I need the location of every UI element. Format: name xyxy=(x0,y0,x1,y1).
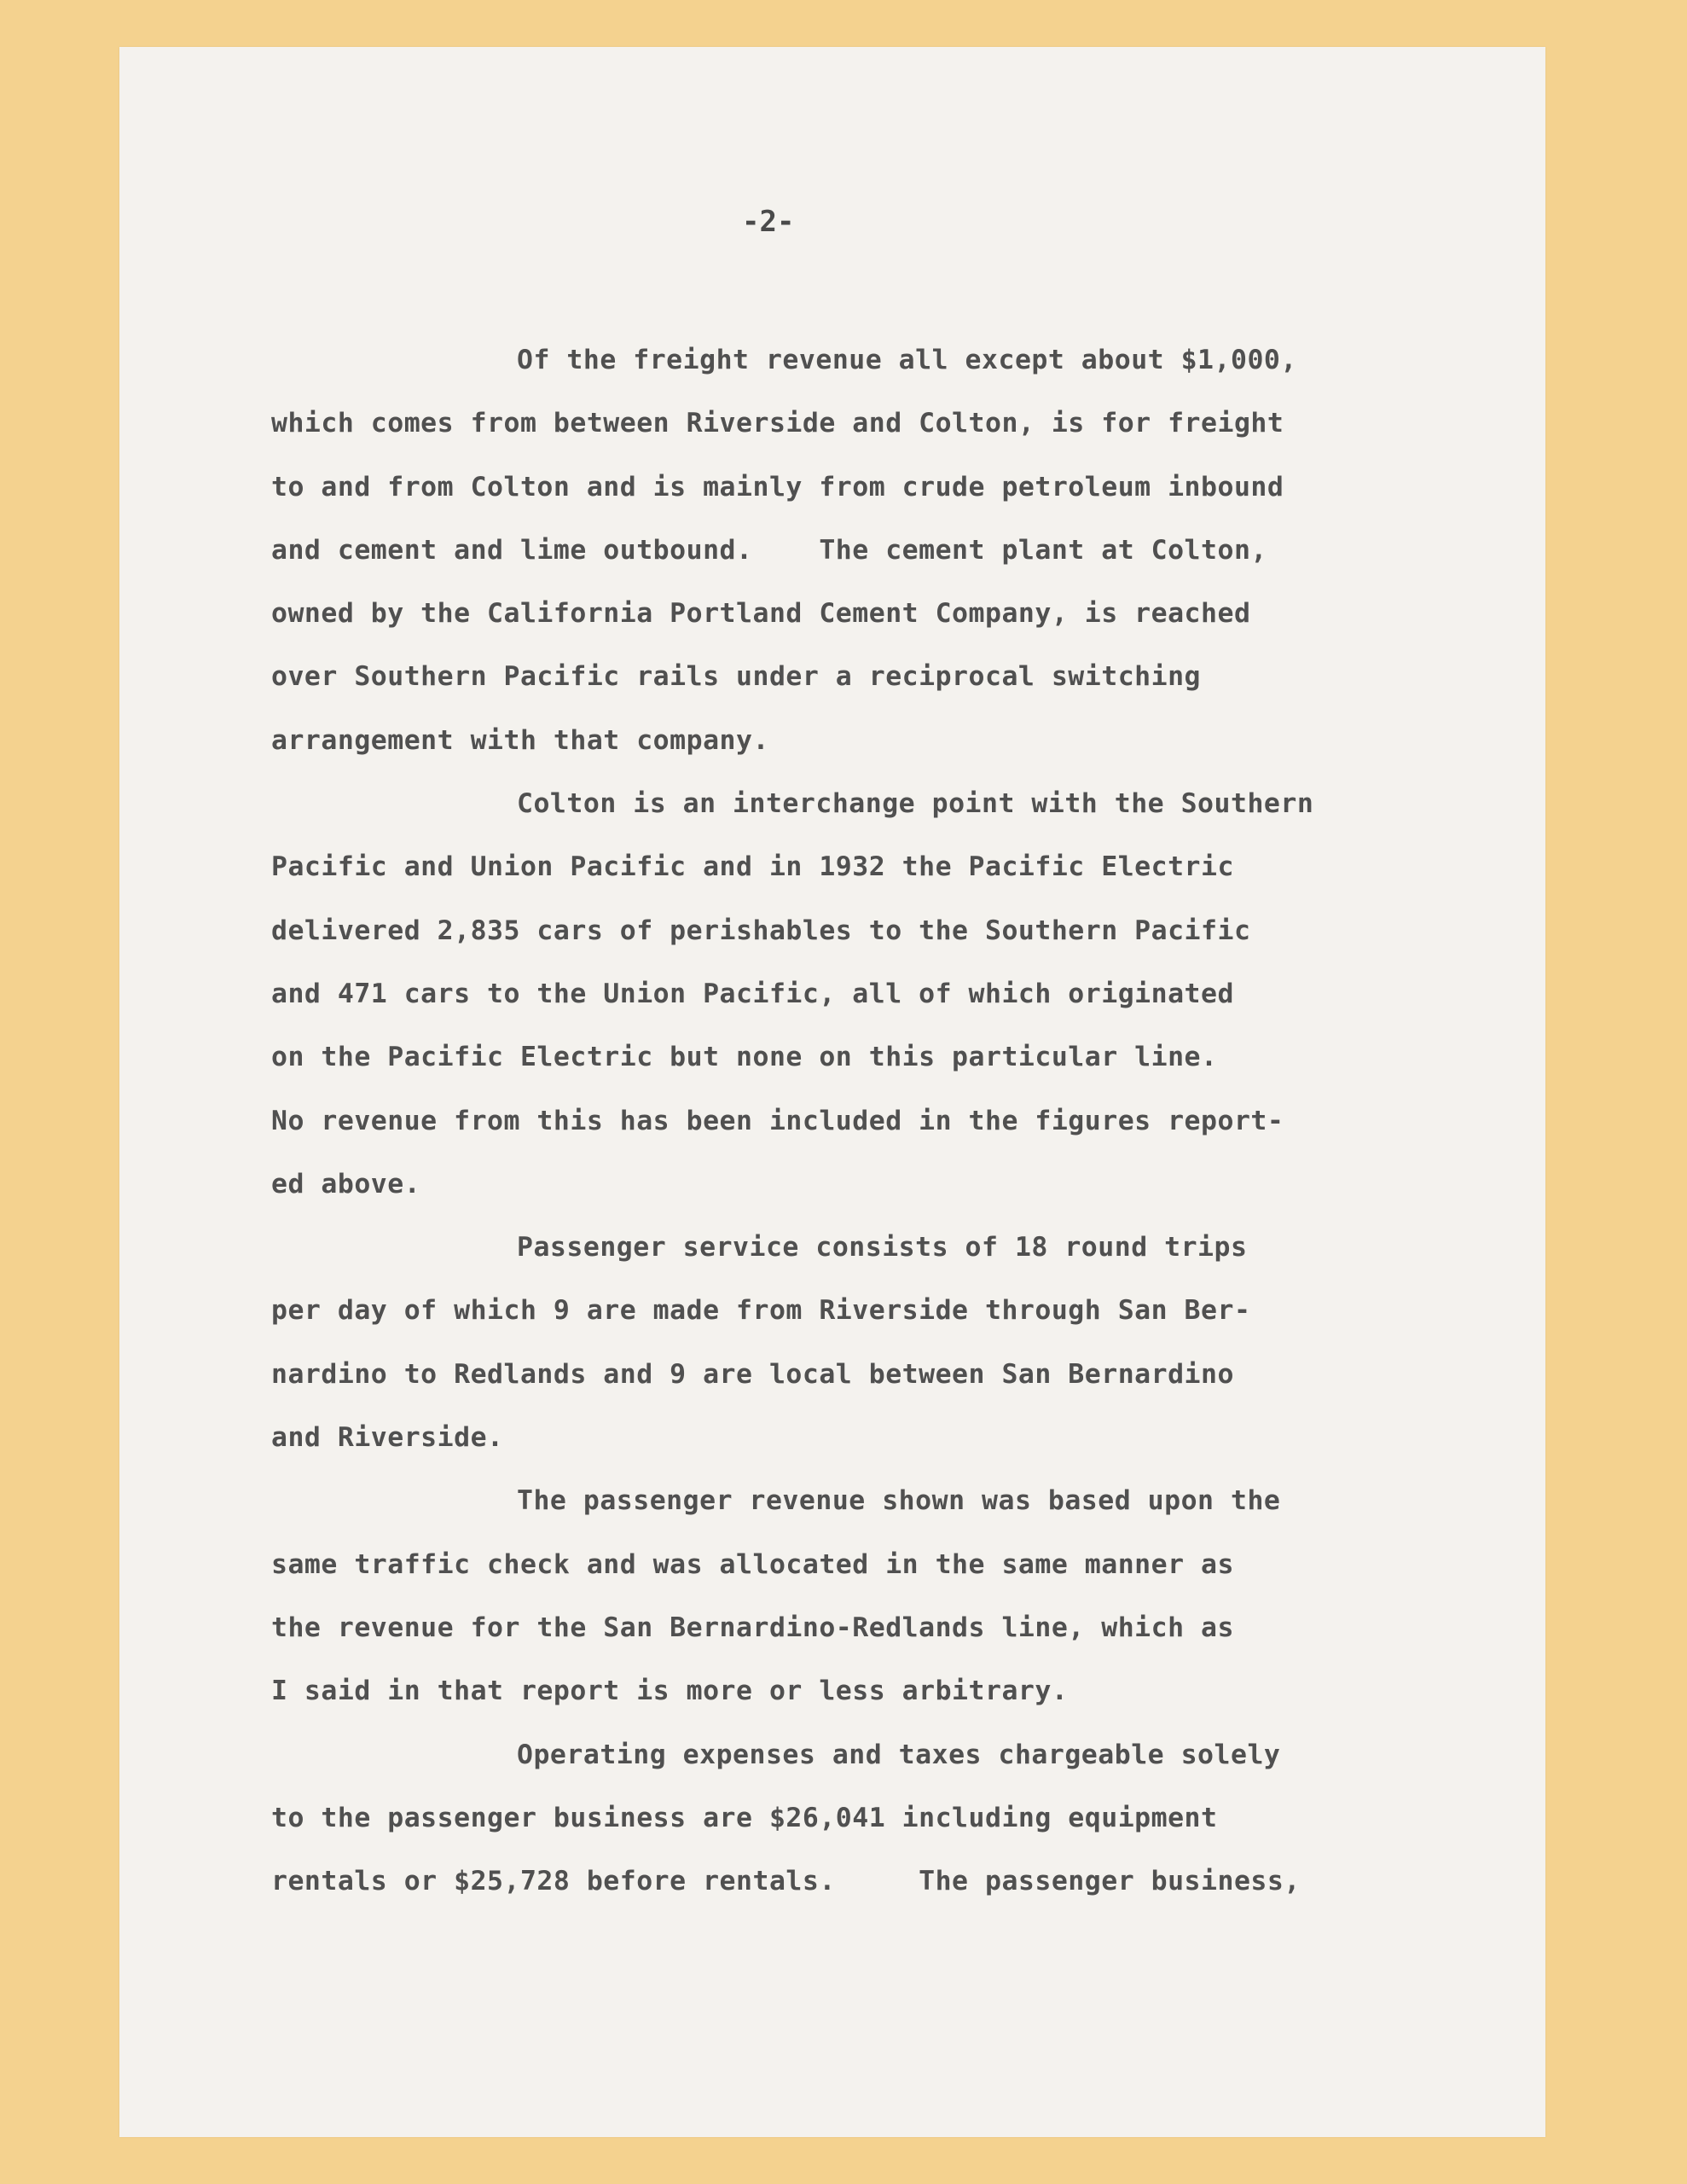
paragraph-line: arrangement with that company. xyxy=(271,724,769,756)
paragraph-line: ed above. xyxy=(271,1168,421,1199)
paragraph-line: delivered 2,835 cars of perishables to the Southern Pacific xyxy=(271,915,1251,946)
paragraph-line: on the Pacific Electric but none on this particular line. xyxy=(271,1042,1218,1073)
paragraph-line: Passenger service consists of 18 round trips xyxy=(517,1232,1248,1263)
paragraph-line: the revenue for the San Bernardino-Redlands line, which as xyxy=(271,1612,1234,1643)
paragraph-line: Colton is an interchange point with the Southern xyxy=(517,788,1314,820)
paragraph-line: and cement and lime outbound. The cement plant at Colton, xyxy=(271,534,1267,566)
paragraph-line: to and from Colton and is mainly from crude petroleum inbound xyxy=(271,471,1284,502)
paragraph-line: and 471 cars to the Union Pacific, all of which originated xyxy=(271,978,1234,1009)
paragraph-line: per day of which 9 are made from Riverside through San Ber- xyxy=(271,1295,1251,1327)
paragraph-line: and Riverside. xyxy=(271,1422,504,1454)
paragraph-line: The passenger revenue shown was based upon the xyxy=(517,1485,1281,1517)
paragraph-line: Pacific and Union Pacific and in 1932 the Pacific Electric xyxy=(271,851,1234,883)
paragraph-line: to the passenger business are $26,041 including equipment xyxy=(271,1802,1218,1833)
paragraph-line: Of the freight revenue all except about $1,000, xyxy=(517,345,1297,375)
paragraph-line: Operating expenses and taxes chargeable solely xyxy=(517,1739,1281,1770)
paragraph-line: nardino to Redlands and 9 are local between San Bernardino xyxy=(271,1358,1234,1390)
paragraph-line: No revenue from this has been included in the figures report- xyxy=(271,1105,1284,1136)
paragraph-line: which comes from between Riverside and Colton, is for freight xyxy=(271,408,1284,439)
paragraph-line: over Southern Pacific rails under a reciprocal switching xyxy=(271,661,1202,693)
paragraph-line: I said in that report is more or less arbitrary. xyxy=(271,1676,1069,1707)
document-body xyxy=(271,328,1465,1913)
paragraph-line: owned by the California Portland Cement Company, is reached xyxy=(271,598,1251,630)
page-number: -2- xyxy=(742,205,795,239)
paragraph-line: rentals or $25,728 before rentals. The passenger business, xyxy=(271,1866,1301,1897)
paragraph-line: same traffic check and was allocated in the same manner as xyxy=(271,1548,1234,1580)
